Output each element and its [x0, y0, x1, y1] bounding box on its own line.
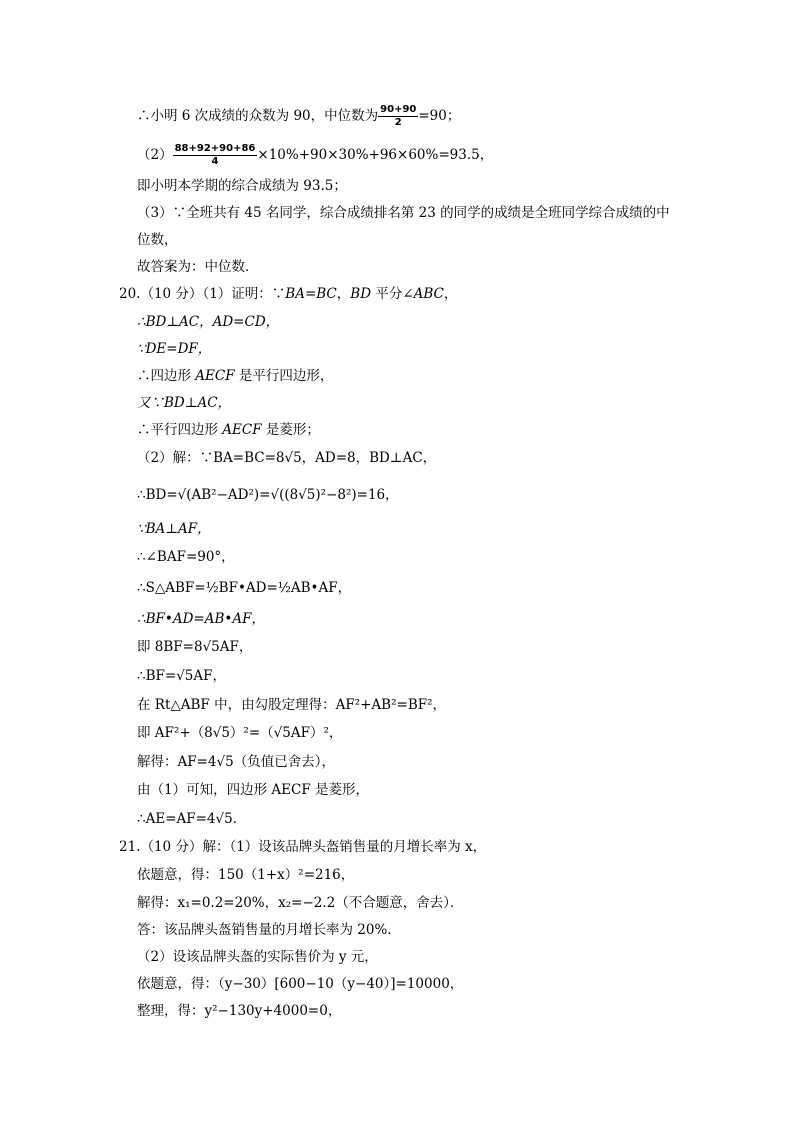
solution-line: ∴∠BAF=90°，: [137, 549, 235, 565]
text: BA: [285, 286, 305, 302]
solution-line: 即 8BF=8√5AF，: [137, 639, 253, 655]
solution-line: 解得：x₁=0.2=20%，x₂=−2.2（不合题意，舍去）．: [137, 895, 464, 911]
q21-header: 21.（10 分）解：（1）设该品牌头盔销售量的月增长率为 x，: [119, 839, 487, 855]
solution-line: ∵BA⊥AF，: [137, 521, 211, 537]
denominator: 2: [394, 117, 402, 128]
text: 平分∠: [371, 286, 414, 302]
text: BC: [316, 286, 337, 302]
solution-line: （2）设该品牌头盔的实际售价为 y 元，: [137, 949, 378, 965]
solution-line: ∴AE=AF=4√5．: [137, 811, 247, 827]
text: 是菱形；: [261, 422, 320, 438]
denominator: 4: [211, 156, 219, 167]
numerator: 90+90: [380, 104, 417, 115]
text: ，: [336, 286, 351, 302]
solution-line: 由（1）可知，四边形 AECF 是菱形，: [137, 782, 369, 798]
proof-line: ∵DE=DF，: [137, 341, 212, 357]
text: ×10%+90×30%+96×60%=93.5，: [257, 147, 494, 163]
text: ，: [443, 286, 458, 302]
solution-line: ∴BF•AD=AB•AF，: [137, 611, 265, 627]
line-q3-cont: 位数，: [137, 232, 178, 248]
text: AECF: [195, 368, 235, 384]
solution-line: 依题意，得：（y−30）[600−10（y−40）]=10000，: [137, 976, 464, 992]
solution-line: 即 AF²+（8√5）²=（√5AF）²，: [137, 725, 343, 741]
solution-line: ∴BD=√(AB²−AD²)=√((8√5)²−8²)=16，: [137, 487, 399, 503]
proof-line: [137, 421, 320, 439]
text: 是平行四边形，: [234, 368, 334, 384]
solution-line: 答：该品牌头盔销售量的月增长率为 20%．: [137, 922, 401, 938]
line-answer: 故答案为：中位数．: [137, 259, 259, 275]
solution-line: ∴S△ABF=½BF•AD=½AB•AF，: [137, 580, 352, 596]
text: 20.（10 分）（1）证明：∵: [119, 286, 286, 302]
text: ∴小明 6 次成绩的众数为 90，中位数为: [137, 108, 379, 124]
proof-line: ∴BD⊥AC，AD=CD，: [137, 314, 280, 330]
proof-line: 又∵BD⊥AC，: [137, 395, 232, 411]
text: =90；: [418, 108, 461, 124]
line-result: 即小明本学期的综合成绩为 93.5；: [137, 178, 347, 194]
text: BD: [350, 286, 372, 302]
proof-line: [137, 367, 333, 385]
solution-line: 在 Rt△ABF 中，由勾股定理得：AF²+AB²=BF²，: [137, 697, 447, 713]
solution-line: （2）解：∵BA=BC=8√5，AD=8，BD⊥AC，: [137, 450, 437, 466]
q20-header: [119, 285, 457, 303]
text: AECF: [222, 422, 262, 438]
text: ∴四边形: [137, 368, 196, 384]
fraction: [378, 104, 418, 129]
line-weighted-score: [137, 143, 493, 168]
line-mode-median: [137, 104, 460, 129]
numerator: 88+92+90+86: [174, 143, 256, 154]
solution-line: 依题意，得：150（1+x）²=216，: [137, 867, 355, 883]
text: =: [304, 286, 317, 302]
line-q3: （3）∵全班共有 45 名同学，综合成绩排名第 23 的同学的成绩是全班同学综合成绩的中: [137, 205, 670, 221]
solution-line: 整理，得：y²−130y+4000=0，: [137, 1003, 342, 1019]
text: ABC: [413, 286, 444, 302]
solution-line: 解得：AF=4√5（负值已舍去），: [137, 754, 335, 770]
fraction: [173, 143, 258, 168]
solution-line: ∴BF=√5AF，: [137, 668, 226, 684]
text: （2）: [137, 147, 173, 163]
text: ∴平行四边形: [137, 422, 223, 438]
